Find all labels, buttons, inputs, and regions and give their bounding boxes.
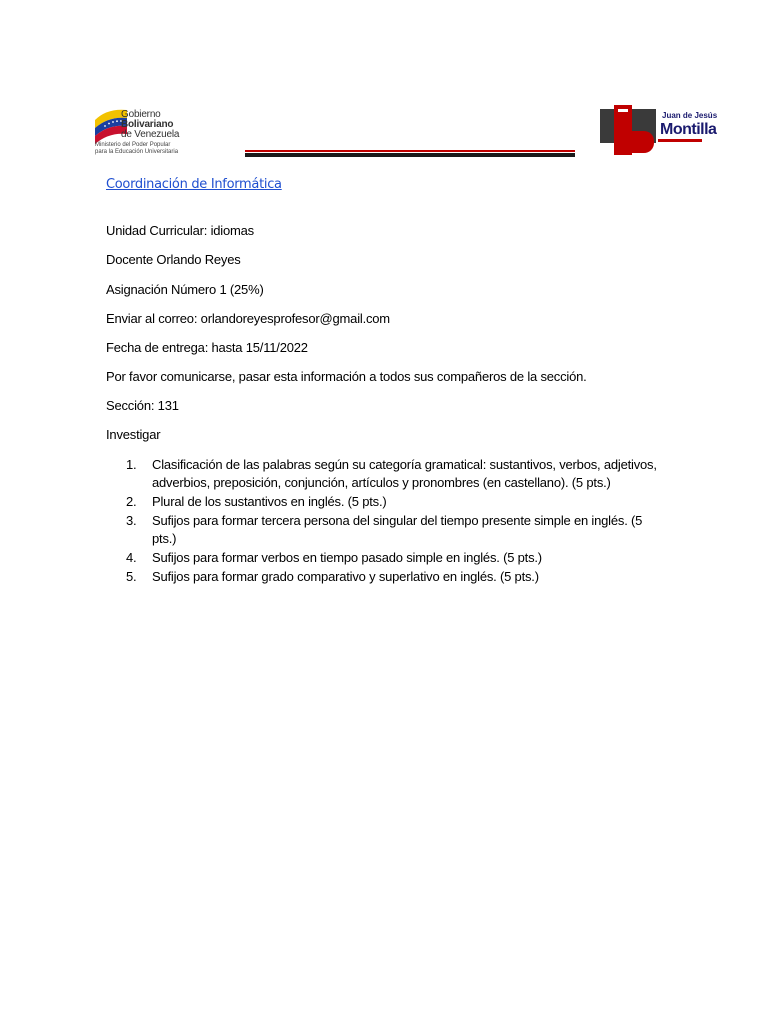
list-item-text: Plural de los sustantivos en inglés. (5 pts.) — [152, 494, 387, 509]
ministerio-line2: para la Educación Universitaria — [95, 149, 179, 155]
ministerio-subtitle — [95, 142, 178, 156]
investigar-heading: Investigar — [106, 427, 161, 442]
investigar-list — [126, 456, 666, 587]
seccion-line: Sección: 131 — [106, 398, 179, 413]
gobierno-wordmark — [121, 110, 179, 140]
ministerio-line1: Ministerio del Poder Popular — [95, 142, 171, 148]
list-item — [126, 493, 666, 511]
asignacion-line: Asignación Número 1 (25%) — [106, 282, 264, 297]
header-divider-red — [245, 150, 575, 152]
docente-line: Docente Orlando Reyes — [106, 252, 241, 267]
list-item-text: Sufijos para formar verbos en tiempo pasado simple en inglés. (5 pts.) — [152, 550, 542, 565]
list-item — [126, 456, 666, 492]
favor-line: Por favor comunicarse, pasar esta información a todos sus compañeros de la sección. — [106, 369, 587, 384]
unidad-curricular-line: Unidad Curricular: idiomas — [106, 223, 254, 238]
logo-white-mark — [618, 109, 628, 112]
list-item-number: 4. — [126, 550, 137, 565]
gobierno-line1: Gobierno — [121, 109, 161, 120]
gobierno-line2: Bolivariano — [121, 119, 174, 130]
logo-underline — [658, 139, 702, 142]
list-item-text: Sufijos para formar grado comparativo y superlativo en inglés. (5 pts.) — [152, 569, 539, 584]
list-item-text: Clasificación de las palabras según su categoría gramatical: sustantivos, verbos, adjetivos, adverbios, preposición, conjunción, artículos y pronombres (en castellano). (5 pts.) — [152, 457, 657, 490]
list-item-text: Sufijos para formar tercera persona del singular del tiempo presente simple en inglés. (5 pts.) — [152, 513, 643, 546]
logo-name-top: Juan de Jesús — [662, 111, 718, 120]
correo-line: Enviar al correo: orlandoreyesprofesor@gmail.com — [106, 311, 390, 326]
header-divider — [245, 150, 575, 157]
list-item — [126, 568, 666, 586]
list-item — [126, 512, 666, 548]
logo-name-bottom: Montilla — [660, 121, 717, 138]
coordinacion-link[interactable]: Coordinación de Informática — [106, 177, 282, 192]
gobierno-line3: de Venezuela — [121, 129, 180, 140]
iutjjm-logo — [598, 103, 718, 159]
gobierno-bolivariano-logo — [93, 100, 223, 158]
list-item-number: 1. — [126, 457, 137, 472]
list-item-number: 5. — [126, 569, 137, 584]
list-item-number: 3. — [126, 513, 137, 528]
list-item — [126, 549, 666, 567]
logo-red-bowl — [624, 131, 654, 153]
fecha-line: Fecha de entrega: hasta 15/11/2022 — [106, 340, 308, 355]
header-divider-black — [245, 153, 575, 157]
list-item-number: 2. — [126, 494, 137, 509]
